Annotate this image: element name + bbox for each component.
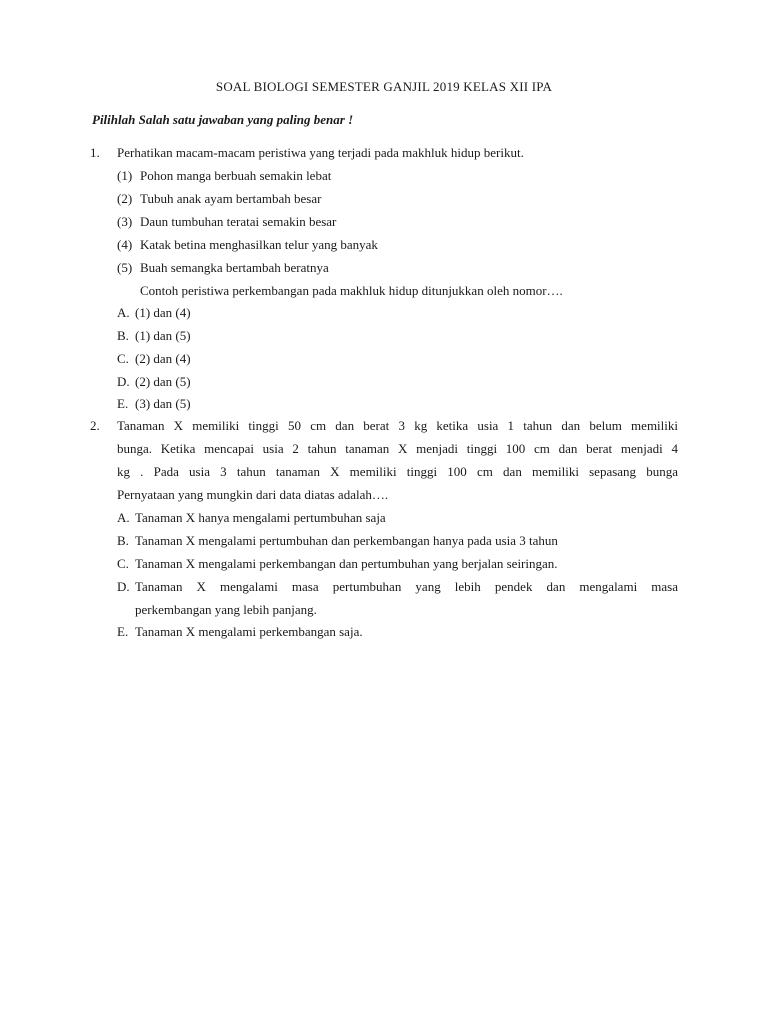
answer-option <box>117 305 191 321</box>
list-item-text: Buah semangka bertambah beratnya <box>140 260 329 275</box>
answer-option <box>117 328 191 344</box>
question-stem-line <box>117 464 678 480</box>
option-text: (1) dan (4) <box>135 305 191 320</box>
question-prompt: Contoh peristiwa perkembangan pada makhluk hidup ditunjukkan oleh nomor…. <box>140 283 563 298</box>
option-text: (2) dan (4) <box>135 351 191 366</box>
list-item-text: Tubuh anak ayam bertambah besar <box>140 191 322 206</box>
option-label: D. <box>117 579 130 594</box>
list-item <box>117 168 331 184</box>
question-number: 1. <box>90 145 100 160</box>
answer-option <box>117 579 678 595</box>
instruction-text: Pilihlah Salah satu jawaban yang paling benar ! <box>92 112 354 127</box>
list-item-text: Pohon manga berbuah semakin lebat <box>140 168 332 183</box>
list-item-number: (5) <box>117 260 133 275</box>
option-label: C. <box>117 351 129 366</box>
option-text: (1) dan (5) <box>135 328 191 343</box>
option-label: E. <box>117 396 129 411</box>
answer-option <box>117 624 363 640</box>
list-item-number: (3) <box>117 214 133 229</box>
answer-option <box>117 556 558 572</box>
option-label: A. <box>117 305 130 320</box>
question-number: 2. <box>90 418 100 433</box>
option-text: Tanaman X hanya mengalami pertumbuhan saja <box>135 510 386 525</box>
question-stem-last-line: Pernyataan yang mungkin dari data diatas adalah…. <box>117 487 389 502</box>
option-text: Tanaman X mengalami pertumbuhan dan perkembangan hanya pada usia 3 tahun <box>135 533 558 548</box>
question-stem-line <box>117 441 678 457</box>
list-item-text: Katak betina menghasilkan telur yang banyak <box>140 237 378 252</box>
answer-option <box>117 396 191 412</box>
question-stem-text: bunga. Ketika mencapai usia 2 tahun tanaman X menjadi tinggi 100 cm dan berat menjadi 4 <box>117 441 678 456</box>
list-item <box>117 237 378 253</box>
option-text: (3) dan (5) <box>135 396 191 411</box>
list-item <box>117 260 329 276</box>
option-label: B. <box>117 328 129 343</box>
answer-option <box>117 510 386 526</box>
option-text: Tanaman X mengalami perkembangan saja. <box>135 624 363 639</box>
list-item <box>117 191 321 207</box>
option-label: B. <box>117 533 129 548</box>
option-label: E. <box>117 624 129 639</box>
option-label: C. <box>117 556 129 571</box>
question-stem-text: Tanaman X memiliki tinggi 50 cm dan berat 3 kg ketika usia 1 tahun dan belum memiliki <box>117 418 678 433</box>
option-text: Tanaman X mengalami masa pertumbuhan yang lebih pendek dan mengalami masa <box>135 579 678 594</box>
option-label: A. <box>117 510 130 525</box>
answer-option <box>117 533 558 549</box>
answer-option <box>117 351 191 367</box>
option-text: (2) dan (5) <box>135 374 191 389</box>
list-item-number: (4) <box>117 237 133 252</box>
option-text-continuation: perkembangan yang lebih panjang. <box>135 602 317 617</box>
list-item-number: (2) <box>117 191 133 206</box>
question-stem: Perhatikan macam-macam peristiwa yang terjadi pada makhluk hidup berikut. <box>117 145 524 160</box>
option-text: Tanaman X mengalami perkembangan dan pertumbuhan yang berjalan seiringan. <box>135 556 558 571</box>
option-label: D. <box>117 374 130 389</box>
answer-option <box>117 374 191 390</box>
list-item-text: Daun tumbuhan teratai semakin besar <box>140 214 337 229</box>
question-stem-text: kg . Pada usia 3 tahun tanaman X memiliki tinggi 100 cm dan memiliki sepasang bunga <box>117 464 678 479</box>
list-item-number: (1) <box>117 168 133 183</box>
question-stem-line <box>117 418 678 434</box>
list-item <box>117 214 336 230</box>
document-title: SOAL BIOLOGI SEMESTER GANJIL 2019 KELAS XII IPA <box>215 79 553 94</box>
